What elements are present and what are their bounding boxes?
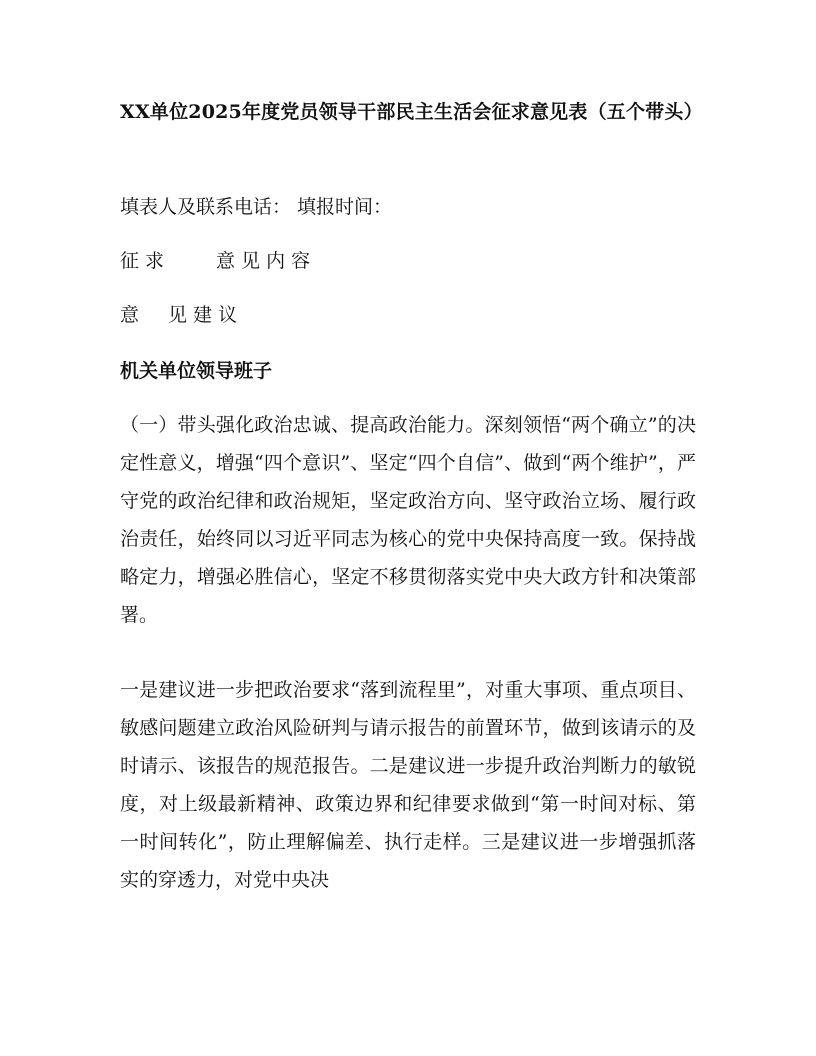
table-header-row-1 [120,247,696,275]
opinion-paragraph-2: 一是建议进一步把政治要求“落到流程里”，对重大事项、重点项目、敏感问题建立政治风险研判与请示报告的前置环节，做到该请示的及时请示、该报告的规范报告。二是建议进一步提升政治判断力的敏锐度，对上级最新精神、政策边界和纪律要求做到“第一时间对标、第一时间转化”，防止理解偏差、执行走样。三是建议进一步增强抓落实的穿透力，对党中央决 [120,679,696,891]
fill-in-info-line: 填表人及联系电话： 填报时间： [120,196,393,218]
opinion-paragraph-1: （一）带头强化政治忠诚、提高政治能力。深刻领悟“两个确立”的决定性意义，增强“四个意识”、坚定“四个自信”、做到“两个维护”，严守党的政治纪律和政治规矩，坚定政治方向、坚守政治立场、履行政治责任，始终同以习近平同志为核心的党中央保持高度一致。保持战略定力，增强必胜信心，坚定不移贯彻落实党中央大政方针和决策部署。 [120,414,696,626]
header-cell-opinion: 意 [120,304,140,326]
section-heading: 机关单位领导班子 [120,360,273,382]
document-title: XX单位2025年度党员领导干部民主生活会征求意见表（五个带头） [120,101,703,123]
header-cell-content: 意 见 内 容 [216,250,311,272]
table-header-row-2 [120,301,696,329]
header-cell-suggestion: 见 建 议 [168,304,238,326]
header-cell-solicit: 征 求 [120,250,165,272]
